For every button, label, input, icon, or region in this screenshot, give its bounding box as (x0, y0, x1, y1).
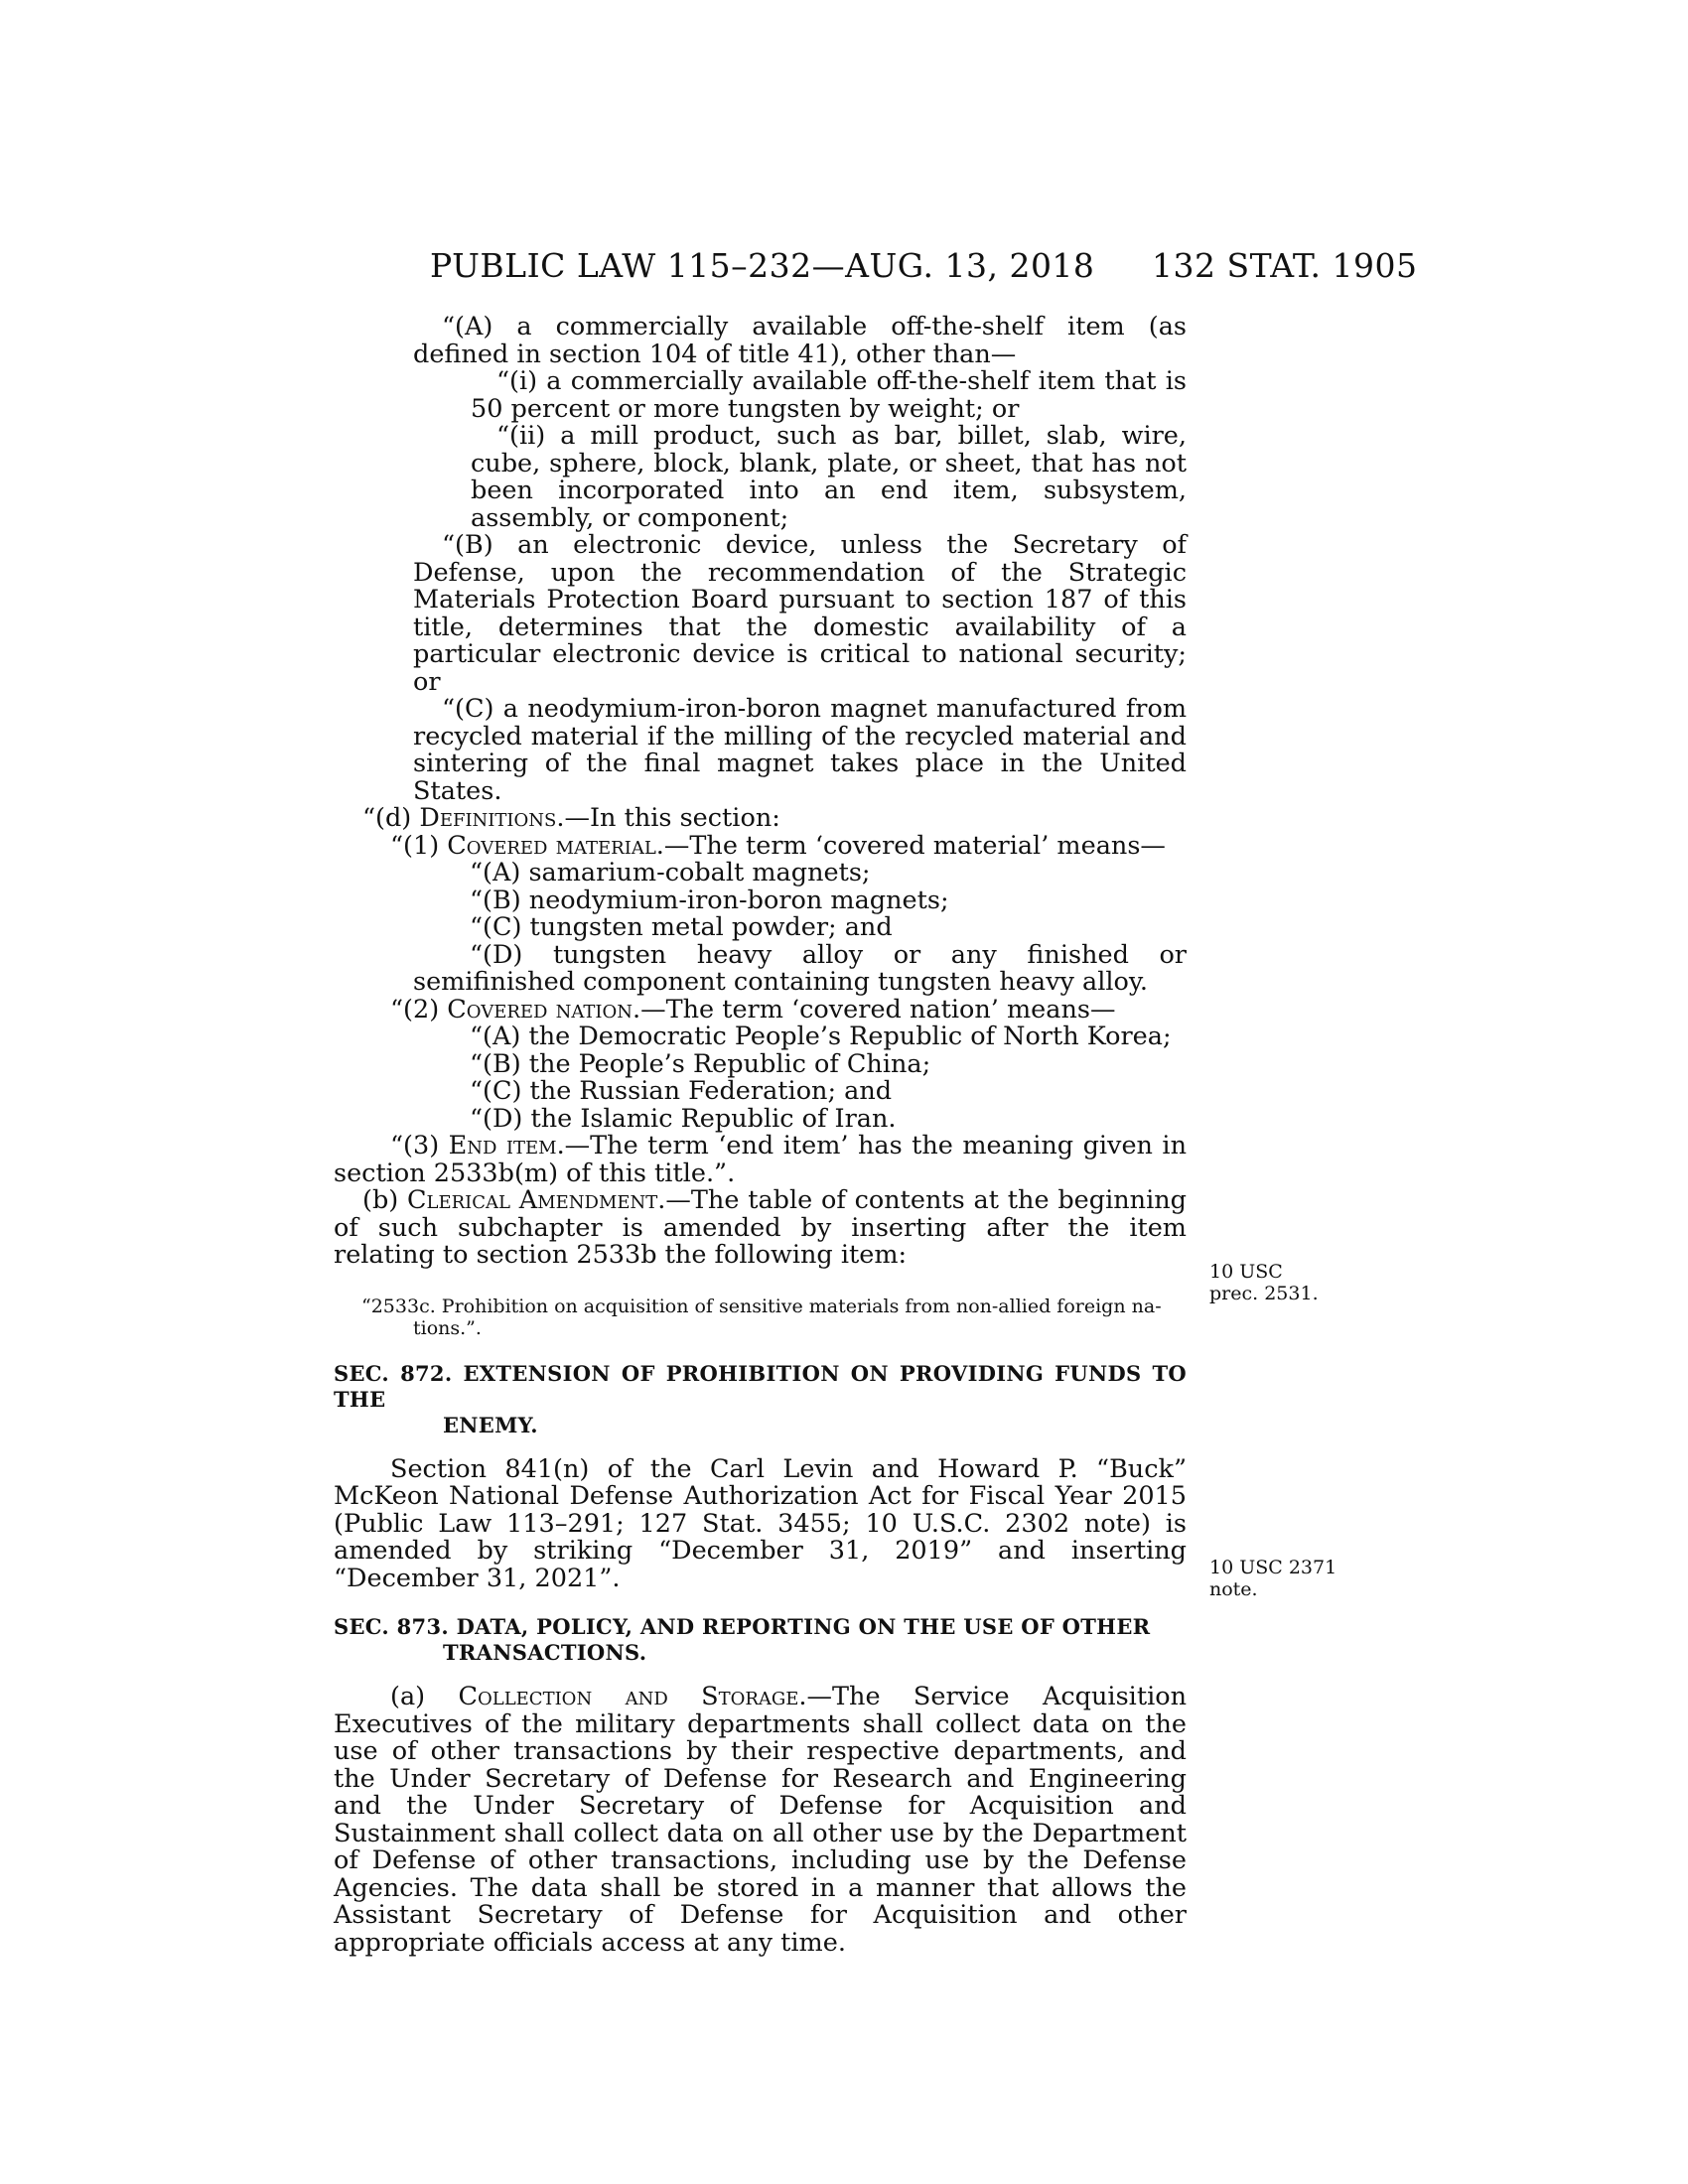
running-head-title: PUBLIC LAW 115–232—AUG. 13, 2018 (430, 246, 1095, 285)
clause-a-ii: “(ii) a mill product, such as bar, billet, slab, wire, cube, sphere, block, blank, plate, or sheet, that has not been incorporated into an end item, subsystem, assembly, or component; (471, 421, 1187, 533)
running-head-page: 132 STAT. 1905 (1152, 246, 1418, 285)
clause-c: “(C) a neodymium-iron-boron magnet manufactured from recycled material if the milling of the recycled material and sintering of the final magnet takes place in the United States. (413, 694, 1187, 806)
toc-item-line1: “2533c. Prohibition on acquisition of sensitive materials from non-allied foreign na- (361, 1295, 1162, 1317)
definition-2-a: “(A) the Democratic People’s Republic of North Korea; (470, 1022, 1172, 1051)
margin-note-1: 10 USC prec. 2531. (1209, 1261, 1319, 1304)
definition-1-c: “(C) tungsten metal powder; and (470, 912, 893, 942)
clause-a: “(A) a commercially available off-the-shelf item (as defined in section 104 of title 41), other than— (413, 312, 1187, 369)
definition-1-heading: Covered material (447, 830, 656, 861)
section-873-heading: SEC. 873. DATA, POLICY, AND REPORTING ON THE USE OF OTHER TRANSACTIONS. (334, 1614, 1151, 1665)
margin-note-2: 10 USC 2371 note. (1209, 1557, 1337, 1600)
definition-3: “(3) End item.—The term ‘end item’ has the meaning given in section 2533b(m) of this title.”. (334, 1131, 1188, 1188)
definition-3-heading: End item (448, 1131, 557, 1160)
definition-1-a: “(A) samarium-cobalt magnets; (470, 858, 871, 887)
definition-2-b: “(B) the People’s Republic of China; (470, 1048, 931, 1079)
clause-a-i: “(i) a commercially available off-the-shelf item that is 50 percent or more tungsten by weight; or (471, 366, 1187, 424)
definition-1-d: “(D) tungsten heavy alloy or any finished or semifinished component containing tungsten heavy alloy. (413, 939, 1187, 997)
definition-2-heading: Covered nation (447, 994, 633, 1024)
section-873-subsection-a: (a) Collection and Storage.—The Service Acquisition Executives of the military departments shall collect data on the use of other transactions by their respective departments, and the Under Secretary of Defense for Research and Engineering and the Under Secretary of Defense for Acquisition and Sustainment shall collect data on all other use by the Department of Defense of other transactions, including use by the Defense Agencies. The data shall be stored in a manner that allows the Assistant Secretary of Defense for Acquisition and other appropriate officials access at any time. (334, 1682, 1187, 1958)
clause-b: “(B) an electronic device, unless the Secretary of Defense, upon the recommendation of the Strategic Materials Protection Board pursuant to section 187 of this title, determines that the domestic availability of a particular electronic device is critical to national security; or (413, 530, 1187, 697)
toc-item-line2: tions.”. (413, 1316, 482, 1339)
body-text (334, 314, 1187, 1957)
section-873-subsection-a-heading: Collection and Storage (458, 1682, 799, 1711)
subsection-d: “(d) Definitions.—In this section: (362, 803, 780, 833)
definition-2-d: “(D) the Islamic Republic of Iran. (470, 1103, 897, 1134)
definition-2: “(2) Covered nation.—The term ‘covered nation’ means— (390, 994, 1116, 1024)
toc-item (334, 1296, 1187, 1339)
section-872-heading: SEC. 872. EXTENSION OF PROHIBITION ON PROVIDING FUNDS TO THE ENEMY. (334, 1360, 1187, 1437)
definition-1-b: “(B) neodymium-iron-boron magnets; (470, 885, 949, 915)
subsection-b-heading: Clerical Amendment (407, 1185, 658, 1215)
subsection-d-heading: Definitions (419, 803, 557, 833)
section-872-text: Section 841(n) of the Carl Levin and Howard P. “Buck” McKeon National Defense Authorization Act for Fiscal Year 2015 (Public Law 113–291; 127 Stat. 3455; 10 U.S.C. 2302 note) is amended by striking “December 31, 2019” and inserting “December 31, 2021”. (334, 1453, 1187, 1593)
definition-1: “(1) Covered material.—The term ‘covered material’ means— (390, 830, 1166, 861)
subsection-b: (b) Clerical Amendment.—The table of contents at the beginning of such subchapter is amended by inserting after the item relating to section 2533b the following item: (334, 1185, 1187, 1270)
definition-2-c: “(C) the Russian Federation; and (470, 1076, 893, 1106)
